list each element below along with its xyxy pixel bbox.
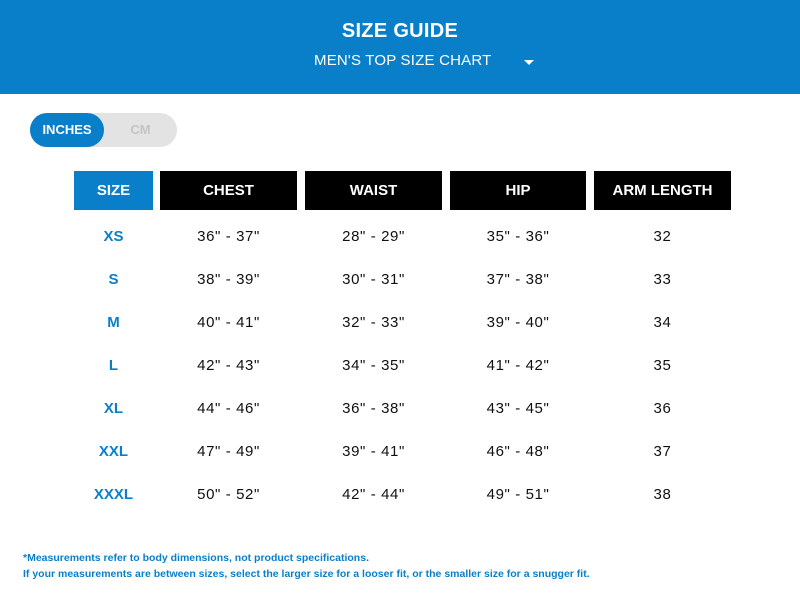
footnote-measurements: *Measurements refer to body dimensions, not product specifications. xyxy=(23,552,369,564)
size-cell: XXL xyxy=(98,443,129,460)
size-cell: XL xyxy=(103,400,124,417)
hip-cell: 35" - 36" xyxy=(486,228,550,245)
waist-cell: 28" - 29" xyxy=(342,228,405,245)
table-row xyxy=(0,228,800,248)
inches-option[interactable]: INCHES xyxy=(30,113,104,147)
table-row xyxy=(0,314,800,334)
caret-down-icon xyxy=(524,60,534,65)
waist-cell: 39" - 41" xyxy=(342,443,405,460)
header-chest: CHEST xyxy=(160,171,297,210)
size-cell: XXXL xyxy=(93,486,134,503)
arm-length-cell: 36 xyxy=(653,400,672,417)
arm-length-cell: 37 xyxy=(653,443,672,460)
header-arm-length: ARM LENGTH xyxy=(594,171,731,210)
table-row xyxy=(0,443,800,463)
size-guide-header xyxy=(0,0,800,94)
footnotes xyxy=(23,550,793,582)
hip-cell: 46" - 48" xyxy=(486,443,550,460)
hip-cell: 39" - 40" xyxy=(486,314,550,331)
footnote-fit-advice: If your measurements are between sizes, select the larger size for a looser fit, or the smaller size for a snugger fit. xyxy=(23,568,590,580)
arm-length-cell: 38 xyxy=(653,486,672,503)
size-cell: L xyxy=(108,357,119,374)
header-waist: WAIST xyxy=(305,171,442,210)
waist-cell: 30" - 31" xyxy=(342,271,405,288)
chest-cell: 38" - 39" xyxy=(197,271,260,288)
table-row xyxy=(0,357,800,377)
size-cell: XS xyxy=(103,228,124,245)
size-cell: S xyxy=(108,271,119,288)
table-row xyxy=(0,271,800,291)
hip-cell: 49" - 51" xyxy=(486,486,550,503)
arm-length-cell: 32 xyxy=(653,228,672,245)
waist-cell: 34" - 35" xyxy=(342,357,405,374)
hip-cell: 37" - 38" xyxy=(486,271,550,288)
table-row xyxy=(0,400,800,420)
hip-cell: 41" - 42" xyxy=(486,357,550,374)
header-hip: HIP xyxy=(450,171,586,210)
chart-type-label: MEN'S TOP SIZE CHART xyxy=(314,52,492,69)
unit-toggle[interactable] xyxy=(30,113,177,147)
page-title: SIZE GUIDE xyxy=(341,20,459,42)
chest-cell: 44" - 46" xyxy=(197,400,260,417)
hip-cell: 43" - 45" xyxy=(486,400,550,417)
waist-cell: 42" - 44" xyxy=(342,486,405,503)
arm-length-cell: 33 xyxy=(653,271,672,288)
arm-length-cell: 34 xyxy=(653,314,672,331)
header-size: SIZE xyxy=(74,171,153,210)
table-row xyxy=(0,486,800,506)
waist-cell: 32" - 33" xyxy=(342,314,405,331)
size-cell: M xyxy=(107,314,120,331)
chest-cell: 40" - 41" xyxy=(197,314,260,331)
cm-option[interactable]: CM xyxy=(130,122,151,137)
arm-length-cell: 35 xyxy=(653,357,672,374)
chest-cell: 47" - 49" xyxy=(197,443,260,460)
chart-type-dropdown[interactable] xyxy=(300,51,550,73)
chest-cell: 42" - 43" xyxy=(197,357,260,374)
chest-cell: 50" - 52" xyxy=(197,486,260,503)
waist-cell: 36" - 38" xyxy=(342,400,405,417)
chest-cell: 36" - 37" xyxy=(197,228,260,245)
